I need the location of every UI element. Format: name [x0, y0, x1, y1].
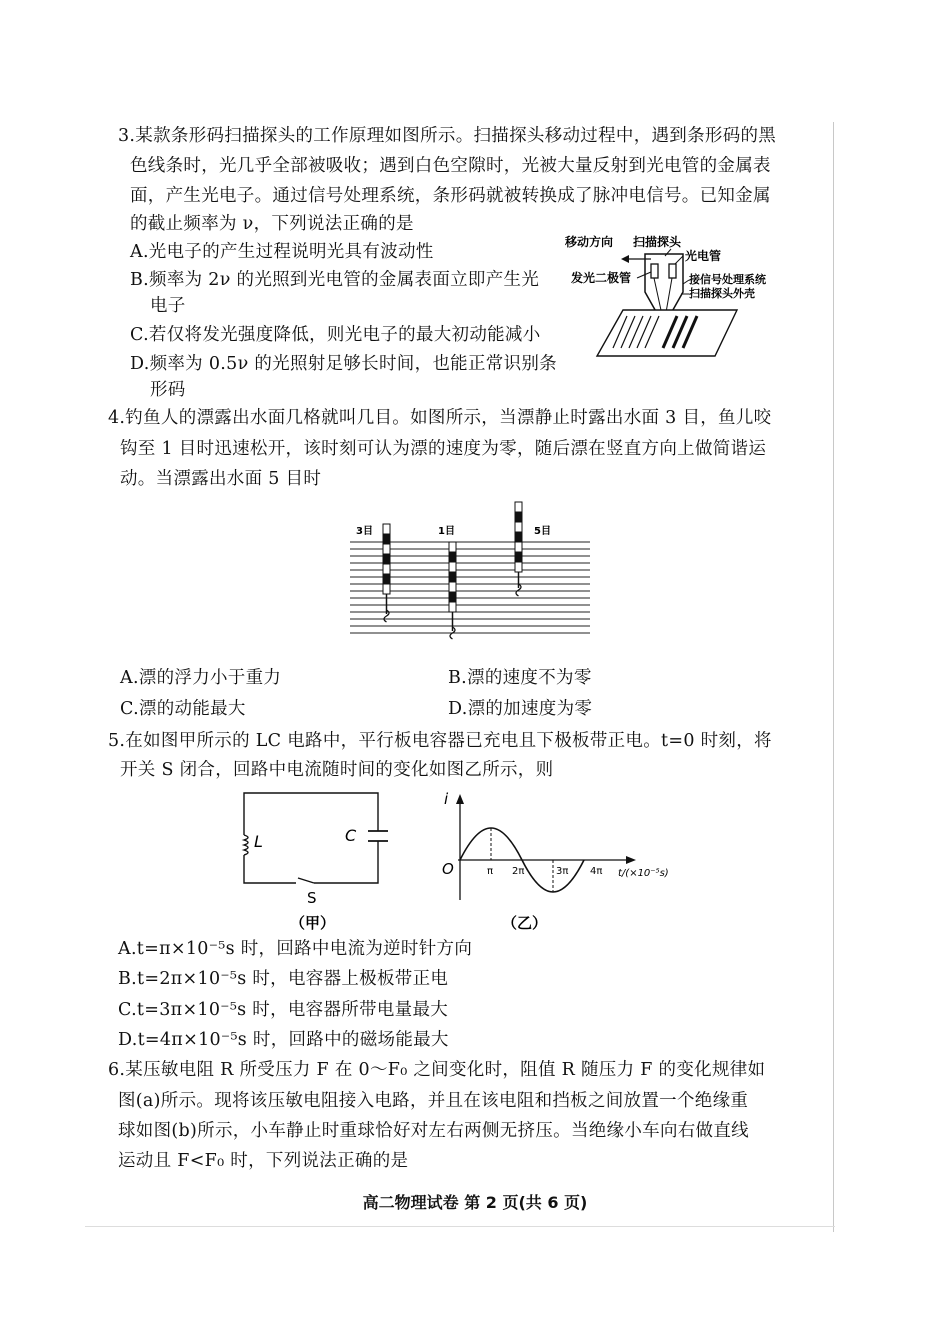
q4-option-d: D.漂的加速度为零	[448, 699, 593, 719]
circuit-left-wire	[244, 855, 296, 883]
q3-stem-line-3: 面，产生光电子。通过信号处理系统，条形码就被转换成了脉冲电信号。已知金属	[130, 186, 771, 206]
float-3-label: 3目	[356, 526, 373, 537]
fig-photocell-label: 光电管	[685, 249, 722, 263]
fig-probe-leader	[665, 249, 671, 256]
q5-option-c: C.t=3π×10⁻⁵s 时，电容器所带电量最大	[118, 1000, 449, 1020]
q6-stem-line-4: 运动且 F<F₀ 时，下列说法正确的是	[118, 1151, 409, 1171]
switch-blade	[298, 878, 314, 883]
page-footer: 高二物理试卷 第 2 页(共 6 页)	[362, 1193, 588, 1212]
q6-stem-line-2: 图(a)所示。现将该压敏电阻接入电路，并且在该电阻和挡板之间放置一个绝缘重	[118, 1091, 749, 1111]
q3-option-b-line-2: 电子	[150, 296, 186, 316]
margin-line	[833, 122, 834, 1232]
t-axis-arrow	[626, 856, 636, 864]
q5-option-d: D.t=4π×10⁻⁵s 时，回路中的磁场能最大	[118, 1030, 449, 1050]
q4-stem-line-1: 4.钓鱼人的漂露出水面几格就叫几目。如图所示，当漂静止时露出水面 3 目，鱼儿咬	[108, 408, 772, 428]
footer-rule	[85, 1226, 835, 1227]
origin-label: O	[442, 860, 454, 878]
q4-option-a: A.漂的浮力小于重力	[120, 668, 282, 688]
q5-option-b: B.t=2π×10⁻⁵s 时，电容器上极板带正电	[118, 969, 449, 989]
q4-option-c: C.漂的动能最大	[120, 699, 246, 719]
q3-option-a: A.光电子的产生过程说明光具有波动性	[130, 242, 434, 262]
fig-move-direction-label: 移动方向	[565, 235, 614, 249]
q5-stem-line-1: 5.在如图甲所示的 LC 电路中，平行板电容器已充电且下极板带正电。t=0 时刻，将	[108, 731, 772, 751]
q3-option-d-line-1: D.频率为 0.5ν 的光照射足够长时间，也能正常识别条	[130, 354, 557, 374]
q4-stem-line-3: 动。当漂露出水面 5 目时	[120, 469, 322, 489]
i-axis-arrow	[456, 794, 464, 804]
tick-4pi: 4π	[590, 866, 603, 877]
fishing-float-figure	[350, 498, 590, 648]
q3-stem-line-4: 的截止频率为 ν，下列说法正确的是	[130, 214, 414, 234]
q5-option-a: A.t=π×10⁻⁵s 时，回路中电流为逆时针方向	[118, 939, 473, 959]
fig-photocell-element	[669, 264, 676, 278]
float-5-label: 5目	[534, 526, 551, 537]
barcode-scanner-figure	[565, 232, 805, 362]
fig-photocell-leader	[675, 256, 683, 264]
t-axis-label: t/(×10⁻⁵s)	[618, 868, 669, 879]
lc-circuit-figure	[230, 785, 405, 935]
q5-stem-line-2: 开关 S 闭合，回路中电流随时间的变化如图乙所示，则	[120, 760, 554, 780]
fig-led-leader	[637, 272, 651, 278]
q6-stem-line-1: 6.某压敏电阻 R 所受压力 F 在 0～F₀ 之间变化时，阻值 R 随压力 F 的变化规律如	[108, 1060, 766, 1080]
fig-move-arrowhead	[621, 255, 629, 263]
q3-stem-line-2: 色线条时，光几乎全部被吸收；遇到白色空隙时，光被大量反射到光电管的金属表	[130, 156, 771, 176]
switch-label: S	[307, 889, 317, 907]
fig-yi-caption: （乙）	[502, 914, 548, 932]
float-1	[449, 542, 456, 639]
current-time-graph	[430, 782, 690, 940]
float-3	[383, 524, 390, 622]
fig-signal-label: 接信号处理系统	[689, 273, 766, 286]
fig-barcode-paper	[597, 310, 737, 356]
tick-2pi: 2π	[512, 866, 525, 877]
fig-jia-caption: （甲）	[290, 914, 336, 932]
tick-pi: π	[487, 866, 494, 877]
fig-led-label: 发光二极管	[571, 271, 632, 285]
capacitor-label: C	[345, 826, 357, 845]
q3-option-d-line-2: 形码	[150, 380, 186, 400]
fig-led-element	[651, 264, 658, 278]
tick-3pi: 3π	[556, 866, 569, 877]
inductor-coil	[244, 835, 248, 855]
q3-option-c: C.若仅将发光强度降低，则光电子的最大初动能减小	[130, 325, 541, 345]
inductor-label: L	[254, 832, 263, 851]
q3-stem-line-1: 3.某款条形码扫描探头的工作原理如图所示。扫描探头移动过程中，遇到条形码的黑	[118, 126, 777, 146]
float-5	[515, 502, 522, 596]
q4-stem-line-2: 钩至 1 目时迅速松开，该时刻可认为漂的速度为零，随后漂在竖直方向上做简谐运	[120, 439, 767, 459]
i-axis-label: i	[444, 790, 449, 808]
fig-probe-label: 扫描探头	[633, 235, 682, 249]
fig-shell-label: 扫描探头外壳	[689, 287, 755, 300]
q6-stem-line-3: 球如图(b)所示，小车静止时重球恰好对左右两侧无挤压。当绝缘小车向右做直线	[118, 1121, 749, 1141]
circuit-right-wire	[314, 841, 378, 883]
circuit-top-wire	[244, 793, 378, 835]
float-1-label: 1目	[438, 526, 455, 537]
q4-option-b: B.漂的速度不为零	[448, 668, 592, 688]
q3-option-b-line-1: B.频率为 2ν 的光照到光电管的金属表面立即产生光	[130, 270, 540, 290]
